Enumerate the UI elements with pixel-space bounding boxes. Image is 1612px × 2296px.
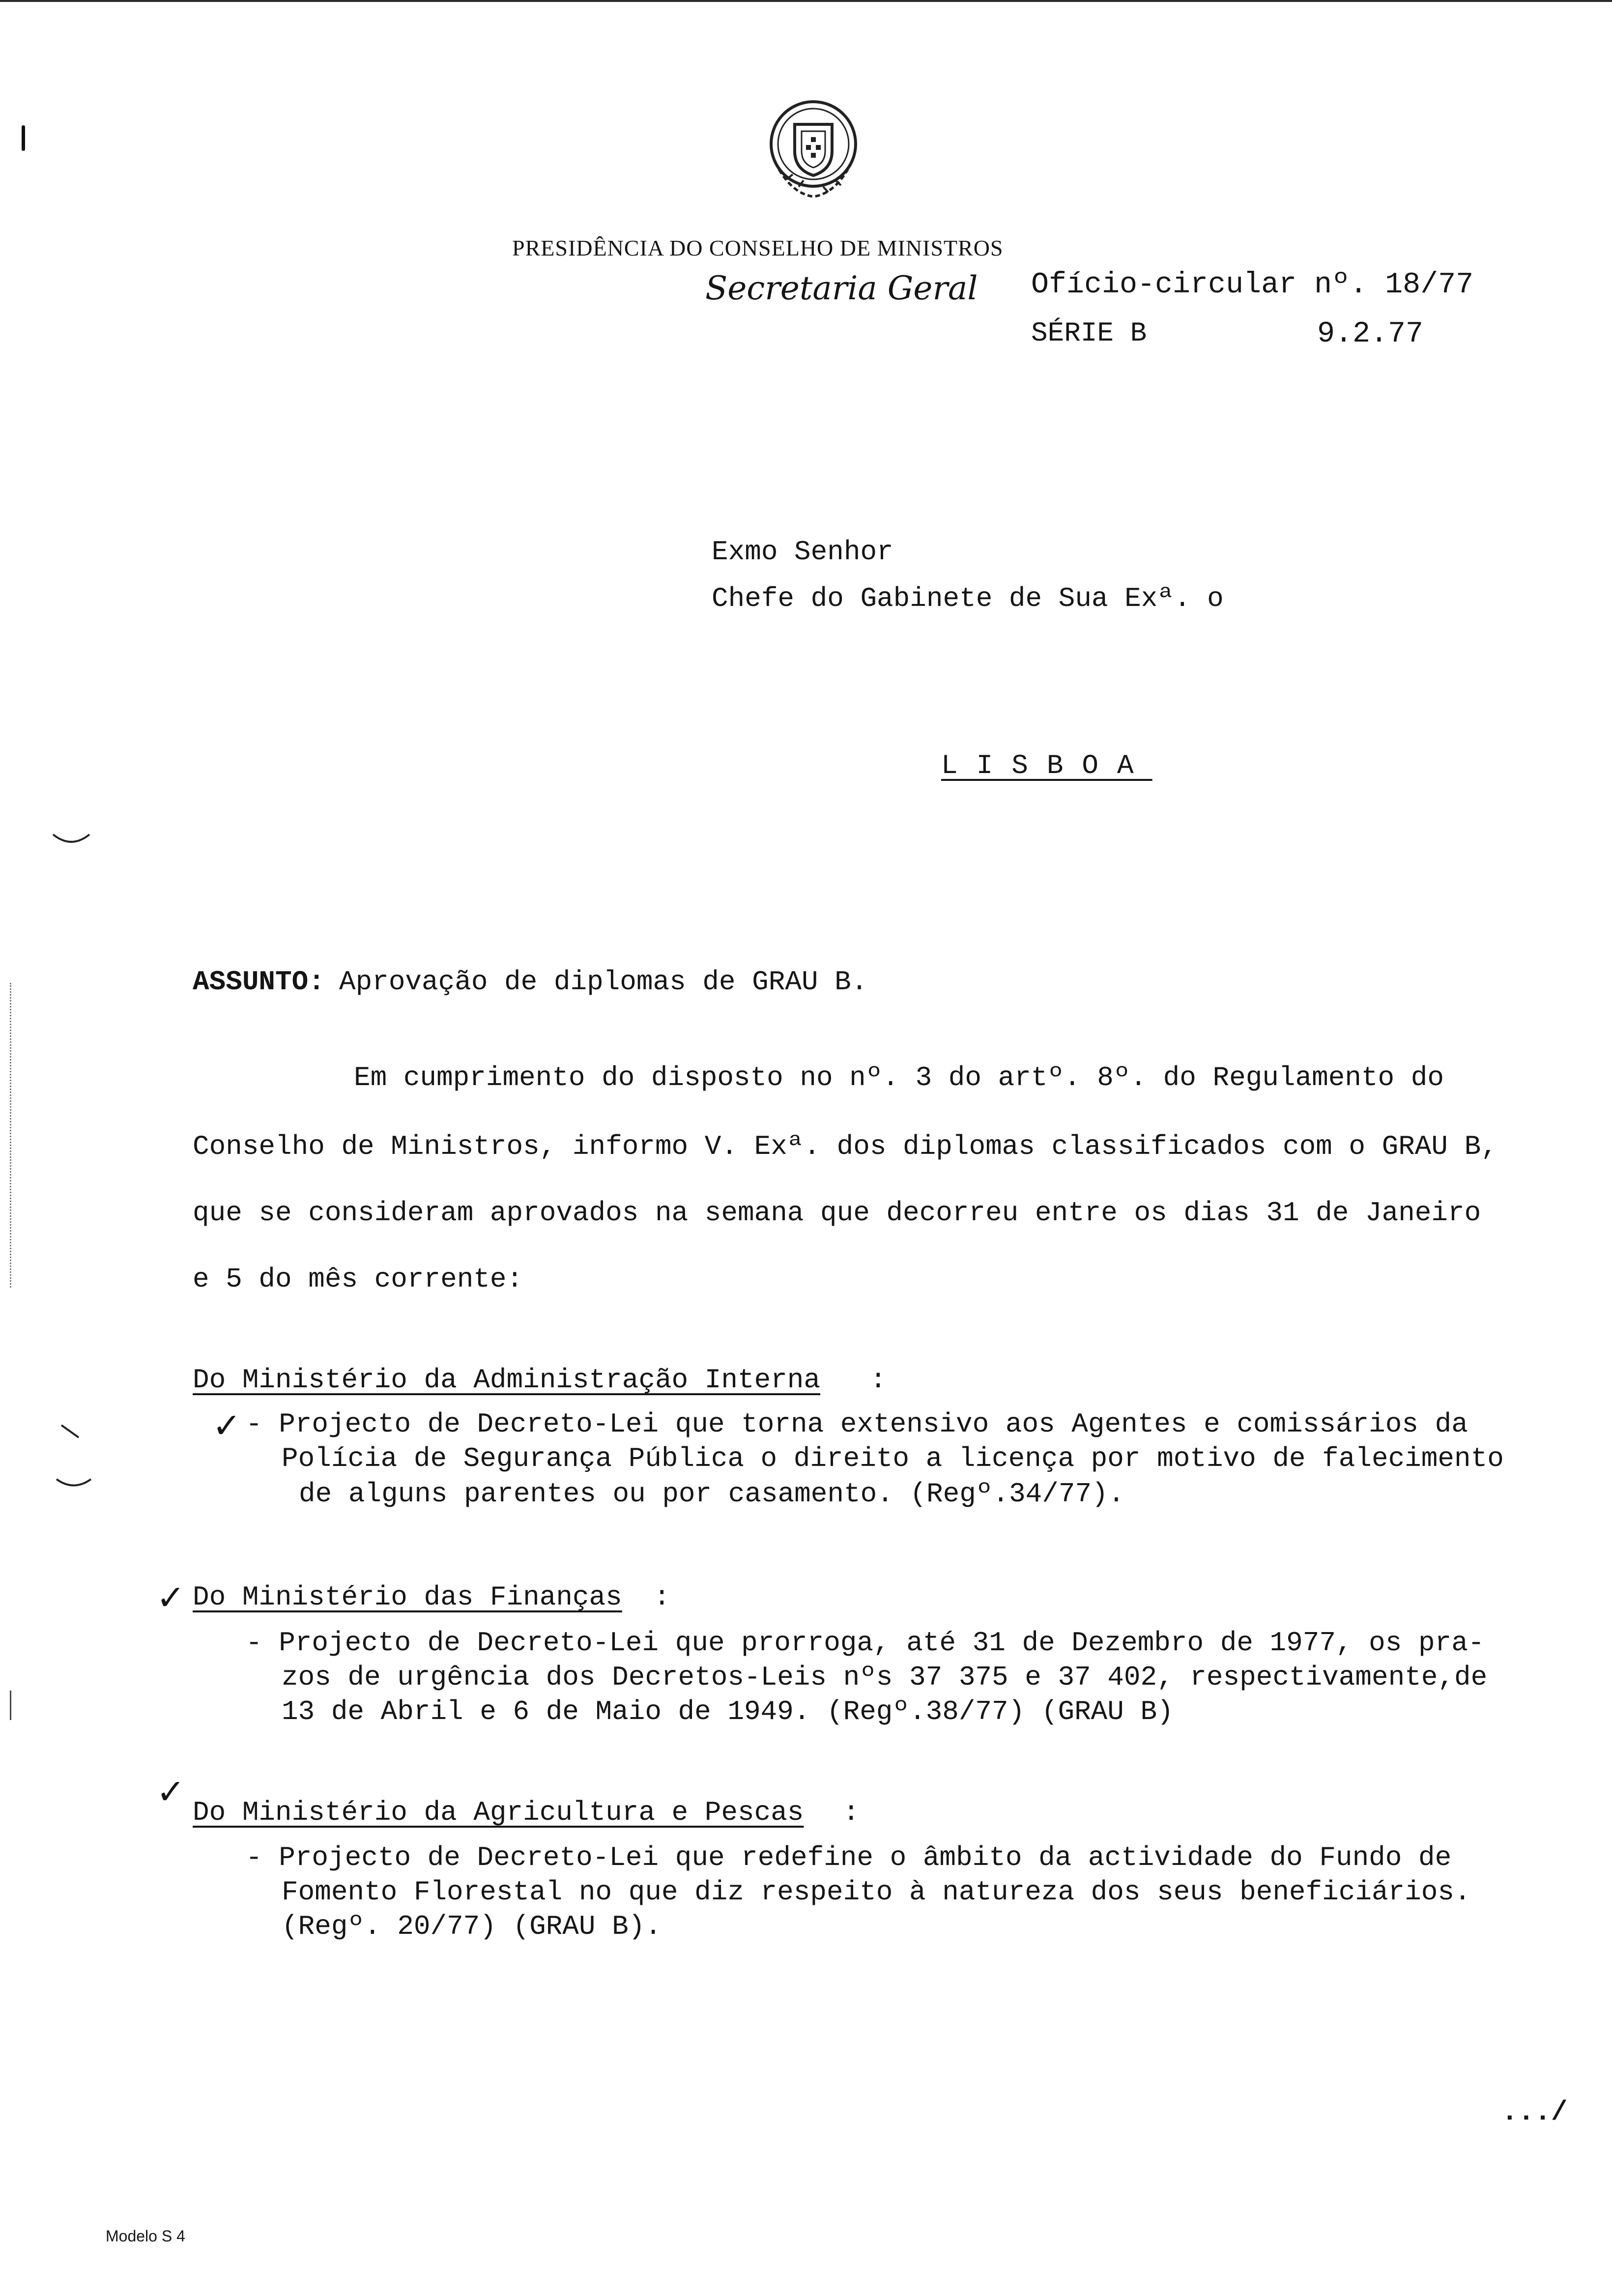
checkmark-icon: ✓	[212, 1406, 241, 1446]
margin-dash	[10, 983, 13, 1288]
heading-colon: :	[843, 1797, 860, 1828]
continuation-mark: .../	[1501, 2096, 1568, 2128]
checkmark-icon: ✓	[156, 1578, 185, 1618]
top-rule	[0, 0, 1612, 2]
salutation: Exmo Senhor	[712, 536, 893, 568]
intro-line-3: que se consideram aprovados na semana que decorreu entre os dias 31 de Janeiro	[193, 1197, 1481, 1229]
section-heading-financas: Do Ministério das Finanças	[193, 1581, 622, 1613]
heading-colon: :	[870, 1364, 887, 1396]
section-1-item-line-1: - Projecto de Decreto-Lei que torna extensivo aos Agentes e comissários da	[246, 1408, 1468, 1440]
subject-label: ASSUNTO:	[193, 966, 325, 998]
coat-of-arms-emblem	[764, 96, 863, 204]
section-2-item-line-1: - Projecto de Decreto-Lei que prorroga, até 31 de Dezembro de 1977, os pra-	[246, 1627, 1485, 1659]
circular-number: Ofício-circular nº. 18/77	[1031, 268, 1474, 302]
section-heading-agricultura-pescas: Do Ministério da Agricultura e Pescas	[193, 1797, 804, 1828]
checkmark-icon: ✓	[156, 1772, 185, 1812]
form-code: Modelo S 4	[106, 2227, 185, 2245]
section-heading-administracao-interna: Do Ministério da Administração Interna	[193, 1364, 821, 1396]
institution-name: PRESIDÊNCIA DO CONSELHO DE MINISTROS	[512, 235, 1004, 260]
heading-colon: :	[654, 1581, 670, 1613]
intro-line-2: Conselho de Ministros, informo V. Exª. dos diplomas classificados com o GRAU B,	[193, 1131, 1497, 1162]
section-1-item-line-3: de alguns parentes ou por casamento. (Regº.34/77).	[299, 1478, 1125, 1510]
department-name: Secretaria Geral	[705, 269, 978, 307]
section-2-item-line-3: 13 de Abril e 6 de Maio de 1949. (Regº.38/77) (GRAU B)	[282, 1696, 1174, 1727]
recipient: Chefe do Gabinete de Sua Exª. o	[712, 583, 1224, 614]
intro-line-4: e 5 do mês corrente:	[193, 1263, 523, 1295]
circular-date: 9.2.77	[1317, 317, 1424, 351]
punch-hole-mark	[49, 831, 93, 850]
section-2-item-line-2: zos de urgência dos Decretos-Leis nºs 37 375 e 37 402, respectivamente,de	[282, 1662, 1488, 1693]
subject-text: Aprovação de diplomas de GRAU B.	[339, 966, 868, 998]
margin-dash	[10, 1691, 11, 1720]
section-3-item-line-1: - Projecto de Decreto-Lei que redefine o âmbito da actividade do Fundo de	[246, 1842, 1452, 1873]
intro-line-1: Em cumprimento do disposto no nº. 3 do artº. 8º. do Regulamento do	[354, 1062, 1444, 1093]
series-label: SÉRIE B	[1031, 317, 1147, 349]
section-1-item-line-2: Polícia de Segurança Pública o direito a licença por motivo de falecimento	[282, 1443, 1504, 1474]
punch-hole-mark	[52, 1420, 96, 1494]
binding-mark	[22, 125, 25, 151]
section-3-item-line-3: (Regº. 20/77) (GRAU B).	[282, 1911, 662, 1942]
section-3-item-line-2: Fomento Florestal no que diz respeito à natureza dos seus beneficiários.	[282, 1876, 1471, 1908]
city: LISBOA	[941, 750, 1152, 781]
